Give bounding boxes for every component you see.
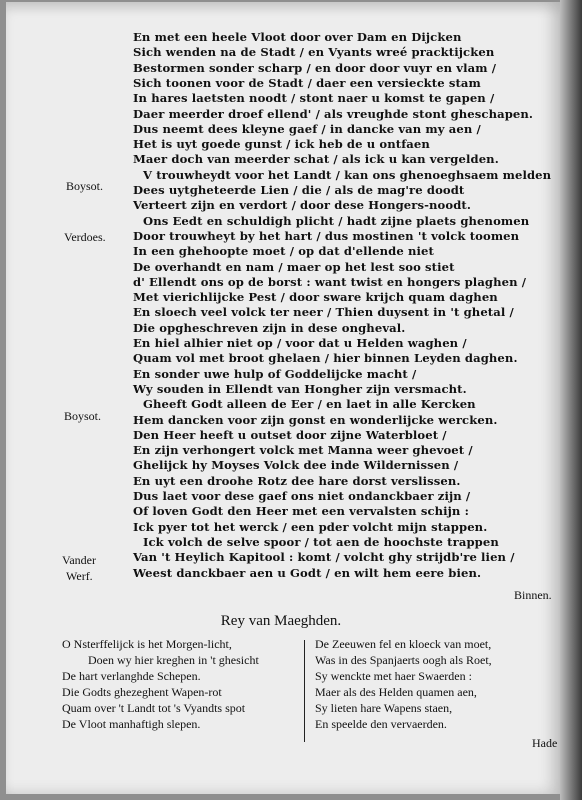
page-edge-shadow [560, 0, 582, 800]
exit-binnen: Binnen. [514, 588, 552, 602]
verse-line: Ons Eedt en schuldigh plicht / hadt zijne plaets ghenomen [143, 213, 530, 228]
verse-line: Wy souden in Ellendt van Hongher zijn versmacht. [133, 381, 467, 396]
speaker-boysot-2: Boysot. [64, 409, 102, 423]
verse-line: Den Heer heeft u outset door zijne Waterbloet / [133, 427, 447, 442]
verse-line: Door trouwheyt by het hart / dus mostinen 't volck toomen [133, 228, 520, 243]
song-line: De Vloot manhaftigh slepen. [62, 717, 201, 731]
verse-line: Gheeft Godt alleen de Eer / en laet in alle Kercken [143, 397, 476, 412]
verse-line: Daer meerder droef ellend' / als vreughde stont gheschapen. [133, 106, 534, 121]
verse-line: Die opgheschreven zijn in dese ongheval. [133, 320, 406, 335]
speaker-werf: Werf. [66, 569, 93, 583]
speaker-boysot: Boysot. [66, 179, 104, 193]
song-line: De hart verlanghde Schepen. [62, 669, 201, 683]
verse-line: De overhandt en nam / maer op het lest soo stiet [133, 259, 455, 274]
verse-line: Weest danckbaer aen u Godt / en wilt hem eere bien. [133, 565, 482, 580]
column-divider [304, 640, 305, 742]
song-line: Die Godts ghezeghent Wapen-rot [62, 685, 222, 699]
song-line: En speelde den vervaerden. [315, 717, 447, 731]
song-line: O Nsterffelijck is het Morgen-licht, [62, 637, 232, 651]
catchword: Hade [532, 736, 558, 750]
verse-line: En uyt een droohe Rotz dee hare dorst verslissen. [133, 473, 461, 488]
verse-line: Verteert zijn en verdort / door dese Hongers-noodt. [133, 198, 472, 213]
speaker-verdoes: Verdoes. [64, 230, 106, 244]
verse-line: Hem dancken voor zijn gonst en wonderlijcke wercken. [133, 412, 498, 427]
song-line: Sy wenckte met haer Swaerden : [315, 669, 472, 683]
verse-line: Het is uyt goede gunst / ick heb de u ontfaen [133, 137, 430, 152]
verse-line: In een ghehoopte moet / op dat d'ellende niet [133, 244, 434, 259]
verse-line: Dus neemt dees kleyne gaef / in dancke van my aen / [133, 121, 481, 136]
verse-line: In hares laetsten noodt / stont naer u komst te gapen / [133, 91, 495, 106]
verse-line: Sich toonen voor de Stadt / daer een versieckte stam [133, 75, 481, 90]
verse-line: d' Ellendt ons op de borst : want twist en hongers plaghen / [133, 274, 527, 289]
verse-line: En zijn verhongert volck met Manna weer ghevoet / [133, 443, 473, 458]
song-line: Was in des Spanjaerts oogh als Roet, [315, 653, 492, 667]
song-line: De Zeeuwen fel en kloeck van moet, [315, 637, 492, 651]
song-line: Quam over 't Landt tot 's Vyandts spot [62, 701, 246, 715]
verse-line: En sonder uwe hulp of Goddelijcke macht / [133, 366, 417, 381]
verse-line: Ghelijck hy Moyses Volck dee inde Wildernissen / [133, 458, 459, 473]
verse-line: Sich wenden na de Stadt / en Vyants wreé pracktijcken [133, 45, 495, 60]
verse-line: Van 't Heylich Kapitool : komt / volcht ghy strijdb're lien / [133, 550, 515, 565]
verse-line: Met vierichlijcke Pest / door sware krijch quam daghen [133, 290, 498, 305]
verse-line: Ick volch de selve spoor / tot aen de hoochste trappen [143, 534, 499, 549]
verse-line: En met een heele Vloot door over Dam en Dijcken [133, 30, 462, 44]
verse-line: Ick pyer tot het werck / een pder volcht mijn stappen. [133, 519, 488, 534]
verse-line: Dees uytgheteerde Lien / die / als de mag're doodt [133, 183, 465, 197]
speaker-vander: Vander [62, 553, 96, 567]
section-title: Rey van Maeghden. [220, 613, 342, 629]
verse-line: Of loven Godt den Heer met een vervalsten schijn : [133, 504, 469, 519]
verse-line: V trouwheydt voor het Landt / kan ons ghenoeghsaem melden [143, 167, 552, 182]
verse-line: Maer doch van meerder schat / als ick u kan vergelden. [133, 152, 499, 167]
verse-line: En hiel alhier niet op / voor dat u Helden waghen / [133, 336, 467, 350]
verse-line: En sloech veel volck ter neer / Thien duysent in 't ghetal / [133, 305, 514, 320]
song-line: Sy lieten hare Wapens staen, [315, 701, 453, 715]
verse-line: Dus laet voor dese gaef ons niet ondanckbaer zijn / [133, 489, 471, 503]
verse-line: Bestormen sonder scharp / en door door vuyr en vlam / [133, 60, 497, 75]
song-line: Maer als des Helden quamen aen, [315, 685, 477, 699]
song-line: Doen wy hier kreghen in 't ghesicht [88, 653, 259, 667]
verse-line: Quam vol met broot ghelaen / hier binnen Leyden daghen. [133, 351, 518, 366]
